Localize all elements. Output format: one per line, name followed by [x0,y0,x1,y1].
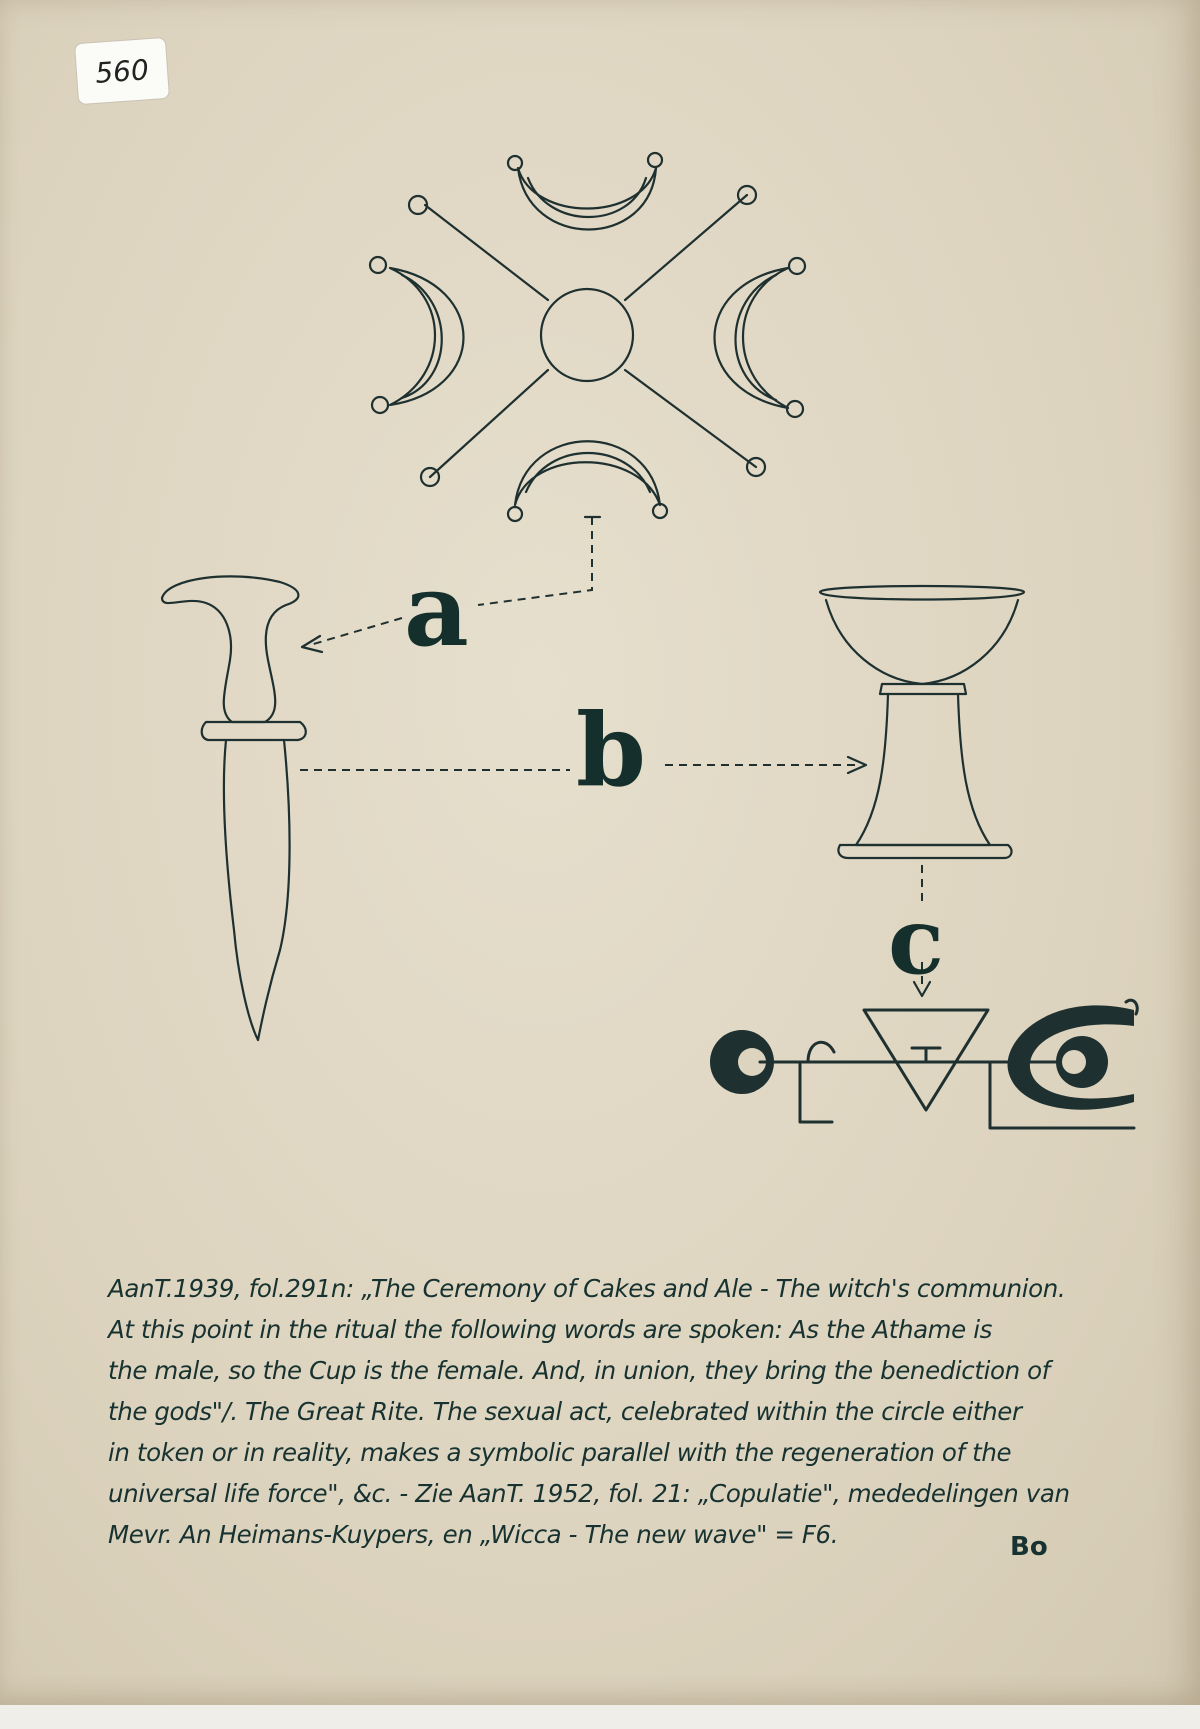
author-monogram: Bo [1010,1532,1048,1562]
caption-text [108,1268,1068,1555]
caption-line: universal life force", &c. - Zie AanT. 1952, fol. 21: „Copulatie", mededelingen van [108,1479,1070,1508]
label-b: b [576,691,646,809]
caption-line: the male, so the Cup is the female. And, in union, they bring the benediction of [108,1356,1050,1385]
caption-line: AanT.1939, fol.291n: „The Ceremony of Cakes and Ale - The witch's communion. [108,1274,1066,1303]
moon-cross-symbol [370,153,805,521]
caption-line: the gods"/. The Great Rite. The sexual act, celebrated within the circle either [108,1397,1022,1426]
chalice-drawing [820,586,1024,858]
page-number-tag: 560 [74,37,170,105]
caption-line: Mevr. An Heimans-Kuypers, en „Wicca - The new wave" = F6. [108,1520,839,1549]
caption-line: in token or in reality, makes a symbolic parallel with the regeneration of the [108,1438,1012,1467]
label-c: c [888,887,945,995]
great-rite-sigil [710,1000,1137,1128]
caption-line: At this point in the ritual the following words are spoken: As the Athame is [108,1315,992,1344]
label-a: a [404,551,469,669]
athame-dagger-drawing [162,576,306,1040]
